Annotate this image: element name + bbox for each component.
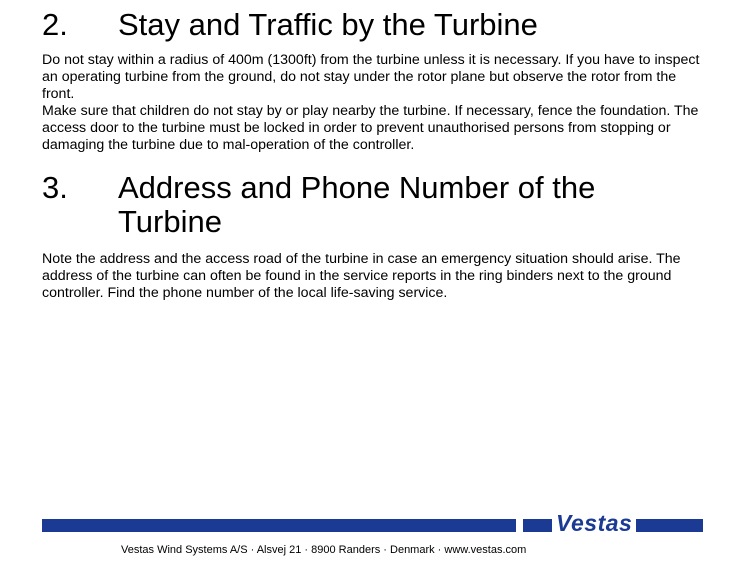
section-2-number: 2.: [42, 7, 68, 42]
section-2-title: Stay and Traffic by the Turbine: [118, 7, 538, 42]
section-3-number: 3.: [42, 170, 68, 205]
section-3-title: Address and Phone Number of the Turbine: [118, 170, 596, 239]
section-3-paragraph-1: Note the address and the access road of the turbine in case an emergency situation should arise. The address of the turbine can often be found in the service reports in the ring binders next to the ground controller. Find the phone number of the local life-saving service.: [42, 251, 681, 301]
section-2-heading: [42, 8, 678, 42]
section-2-paragraph-1: Do not stay within a radius of 400m (1300ft) from the turbine unless it is necessary. If you have to inspect an operating turbine from the ground, do not stay under the rotor plane but observe the rotor from the front.: [42, 52, 700, 102]
section-2-paragraph-2: Make sure that children do not stay by or play nearby the turbine. If necessary, fence the foundation. The access door to the turbine must be locked in order to prevent unauthorised persons from stopping or damaging the turbine due to mal-operation of the controller.: [42, 103, 699, 153]
vestas-logo: Vestas: [552, 510, 636, 536]
section-3-body: [42, 251, 707, 302]
footer-address: Vestas Wind Systems A/S · Alsvej 21 · 8900 Randers · Denmark · www.vestas.com: [121, 544, 527, 556]
section-2-body: [42, 52, 707, 154]
section-3-heading: [42, 171, 678, 239]
footer-bar-left: [42, 519, 516, 532]
